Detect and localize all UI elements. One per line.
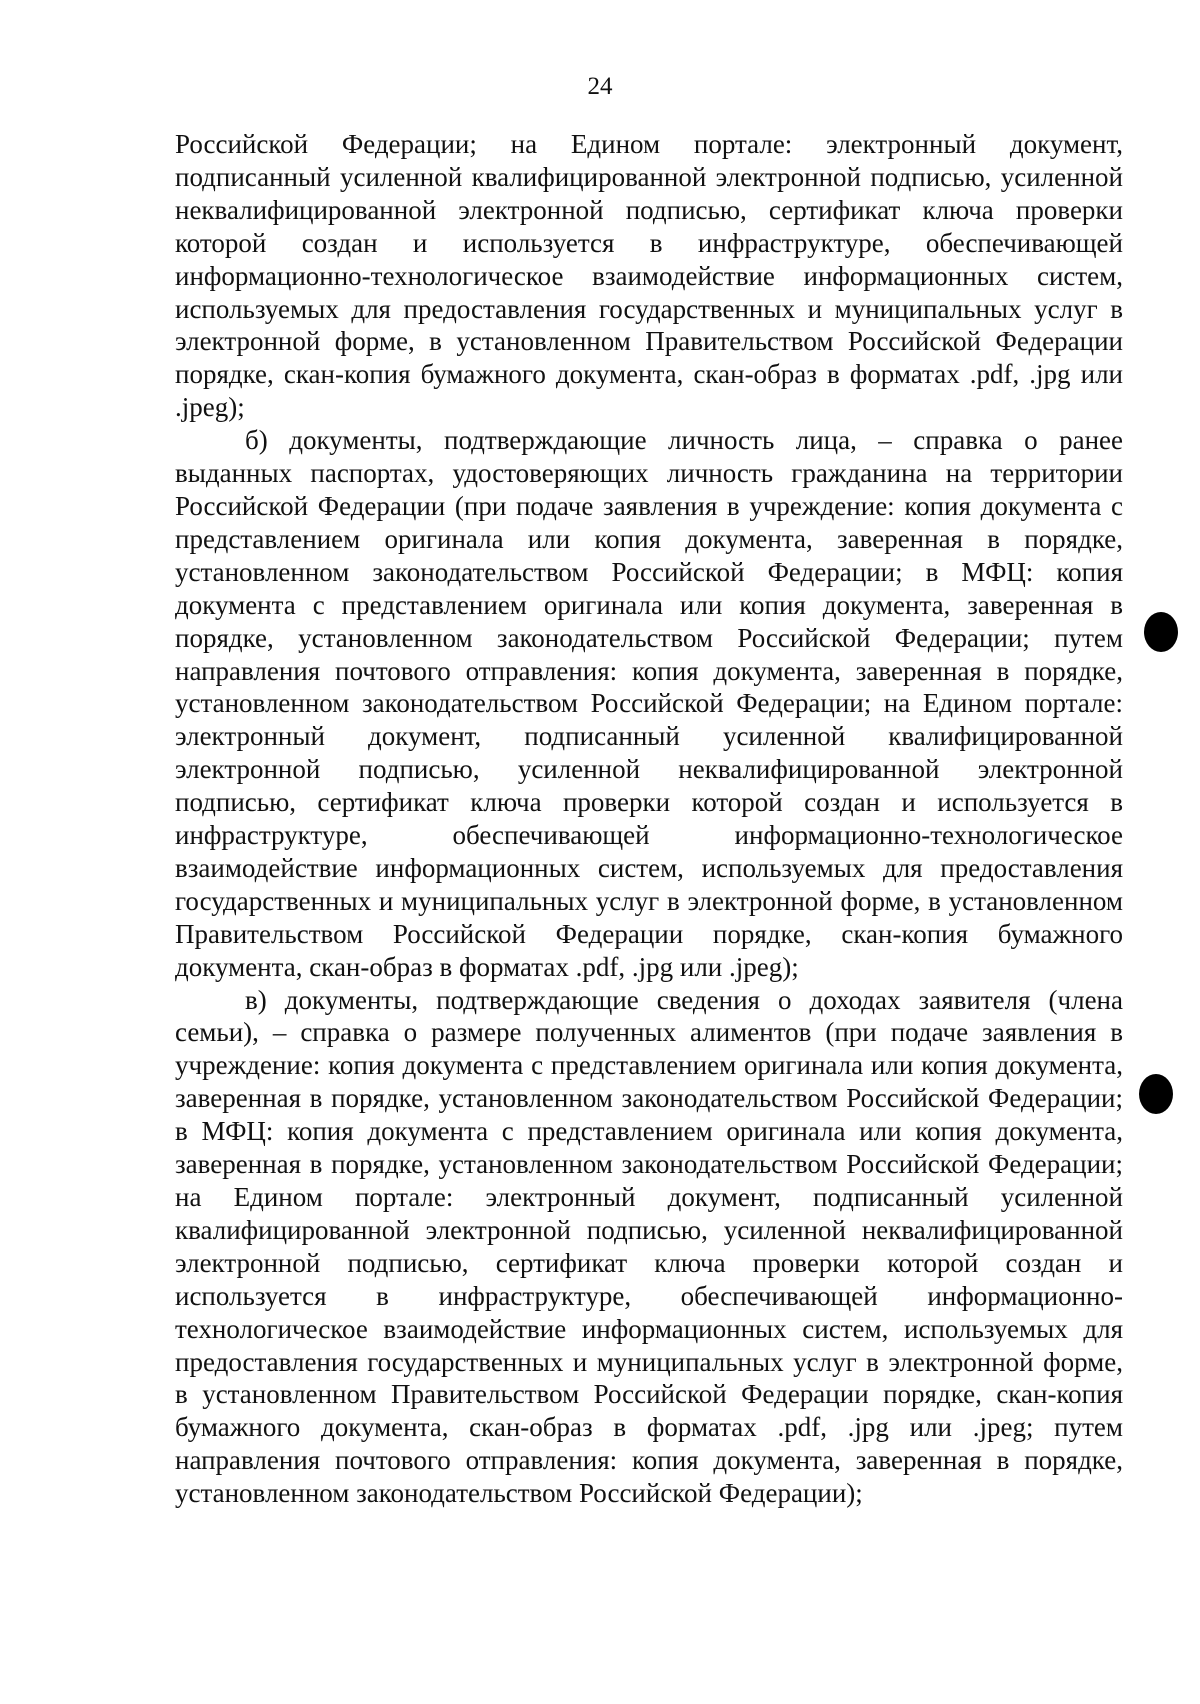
document-body bbox=[175, 128, 1123, 1510]
paragraph-continuation: Российской Федерации; на Едином портале: электронный документ, подписанный усиленной квалифицированной электронной подписью, усиленной неквалифицированной электронной подписью, сертификат ключа проверки которой создан и используется в инфраструктуре, обеспечивающей информационно-технологическое взаимодействие информационных систем, используемых для предоставления государственных и муниципальных услуг в электронной форме, в установленном Правительством Российской Федерации порядке, скан-копия бумажного документа, скан-образ в форматах .pdf, .jpg или .jpeg); bbox=[175, 129, 1123, 423]
punch-hole-mark bbox=[1139, 1074, 1173, 1114]
page-number: 24 bbox=[587, 73, 613, 100]
punch-hole-mark bbox=[1144, 612, 1178, 652]
paragraph-item-v: в) документы, подтверждающие сведения о доходах заявителя (члена семьи), – справка о размере полученных алиментов (при подаче заявления в учреждение: копия документа с представлением оригинала или копия документа, заверенная в порядке, установленном законодательством Российской Федерации; в МФЦ: копия документа с представлением оригинала или копия документа, заверенная в порядке, установленном законодательством Российской Федерации; на Едином портале: электронный документ, подписанный усиленной квалифицированной электронной подписью, усиленной неквалифицированной электронной подписью, сертификат ключа проверки которой создан и используется в инфраструктуре, обеспечивающей информационно-технологическое взаимодействие информационных систем, используемых для предоставления государственных и муниципальных услуг в электронной форме, в установленном Правительством Российской Федерации порядке, скан-копия бумажного документа, скан-образ в форматах .pdf, .jpg или .jpeg; путем направления почтового отправления: копия документа, заверенная в порядке, установленном законодательством Российской Федерации); bbox=[175, 984, 1123, 1509]
paragraph-item-b: б) документы, подтверждающие личность лица, – справка о ранее выданных паспортах, удостоверяющих личность гражданина на территории Российской Федерации (при подаче заявления в учреждение: копия документа с представлением оригинала или копия документа, заверенная в порядке, установленном законодательством Российской Федерации; в МФЦ: копия документа с представлением оригинала или копия документа, заверенная в порядке, установленном законодательством Российской Федерации; путем направления почтового отправления: копия документа, заверенная в порядке, установленном законодательством Российской Федерации; на Едином портале: электронный документ, подписанный усиленной квалифицированной электронной подписью, усиленной неквалифицированной электронной подписью, сертификат ключа проверки которой создан и используется в инфраструктуре, обеспечивающей информационно-технологическое взаимодействие информационных систем, используемых для предоставления государственных и муниципальных услуг в электронной форме, в установленном Правительством Российской Федерации порядке, скан-копия бумажного документа, скан-образ в форматах .pdf, .jpg или .jpeg); bbox=[175, 425, 1123, 982]
